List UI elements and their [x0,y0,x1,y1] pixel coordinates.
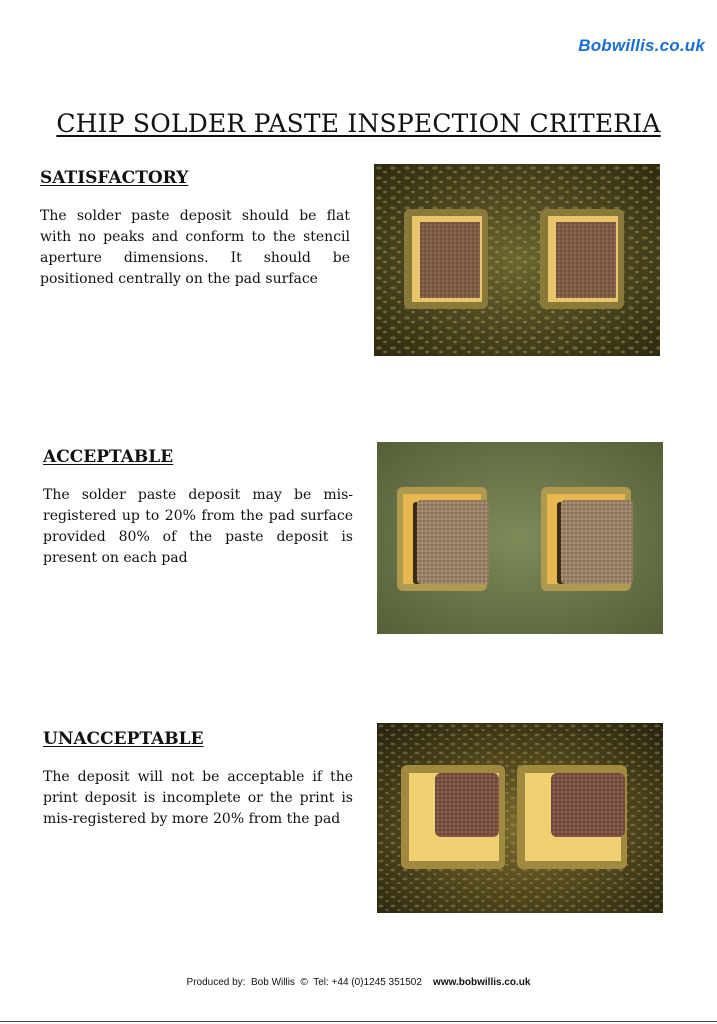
footer-produced-by: Produced by: Bob Willis © Tel: +44 (0)1245 351502 [186,977,422,988]
section-text: The solder paste deposit should be flat with no peaks and conform to the stencil aperture dimensions. It should be positioned centrally on the pad surface [40,208,350,287]
footer-website-link[interactable]: www.bobwillis.co.uk [433,977,531,988]
brand-logo-text[interactable]: Bobwillis.co.uk [578,36,705,55]
section-unacceptable [43,729,353,830]
satisfactory-photo [374,164,660,356]
section-heading: SATISFACTORY [40,168,189,188]
footer [0,977,717,988]
section-text: The solder paste deposit may be mis-registered up to 20% from the pad surface provided 80% of the paste deposit is present on each pad [43,487,353,566]
acceptable-photo [377,442,663,634]
acceptable-photo-image [377,442,663,634]
unacceptable-photo [377,723,663,913]
section-heading: ACCEPTABLE [43,447,174,467]
satisfactory-photo-image [374,164,660,356]
page-title: CHIP SOLDER PASTE INSPECTION CRITERIA [56,108,661,138]
unacceptable-photo-image [377,723,663,913]
bottom-divider [0,1021,717,1022]
section-text: The deposit will not be acceptable if the print deposit is incomplete or the print is mis-registered by more 20% from the pad [43,769,353,827]
section-heading: UNACCEPTABLE [43,729,204,749]
section-satisfactory [40,168,350,290]
section-acceptable [43,447,353,569]
